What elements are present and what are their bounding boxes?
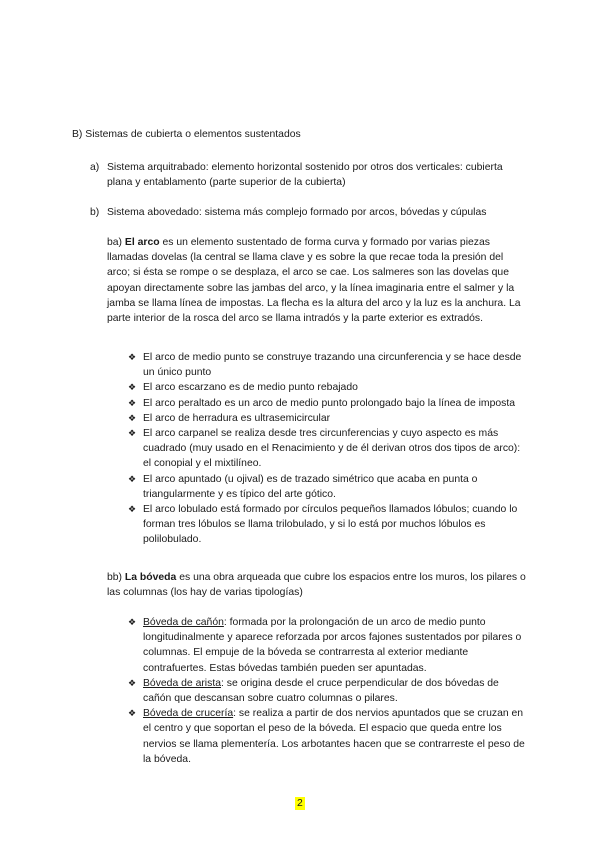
paragraph-term: El arco — [124, 237, 160, 248]
paragraph-text: es una obra arqueada que cubre los espacios entre los muros, los pilares o las columnas (los hay de varias tipologías) — [107, 572, 526, 599]
list-item: ❖ Bóveda de crucería: se realiza a partir de dos nervios apuntados que se cruzan en el centro y que soportan el peso de la bóveda. El espacio que queda entre los nervios se llama plementería. Los arbotantes hacen que se contrarreste el peso de la bóveda. — [128, 708, 525, 765]
diamond-bullet-icon: ❖ — [128, 352, 137, 362]
diamond-bullet-icon: ❖ — [128, 504, 137, 515]
diamond-bullet-icon: ❖ — [128, 428, 137, 439]
diamond-bullet-icon: ❖ — [128, 412, 137, 423]
diamond-bullet-icon: ❖ — [128, 617, 137, 627]
paragraph-prefix: bb) — [107, 572, 123, 583]
section-heading: B) Sistemas de cubierta o elementos sustentados — [72, 129, 301, 140]
paragraph-arco — [107, 235, 527, 326]
list-item-b — [90, 205, 530, 220]
list-item: ❖ El arco de medio punto se construye trazando una circunferencia y se hace desde un único punto — [128, 352, 522, 379]
diamond-bullet-icon: ❖ — [128, 473, 137, 484]
term: Bóveda de arista — [143, 677, 221, 689]
term: Bóveda de cañón — [143, 617, 224, 628]
list-item: ❖ El arco de herradura es ultrasemicircular — [128, 411, 528, 426]
list-item: ❖ Bóveda de arista: se origina desde el cruce perpendicular de dos bóvedas de cañón que descansan sobre cuatro columnas o pilares. — [128, 677, 499, 705]
list-item-a — [90, 160, 530, 190]
term: Bóveda de crucería — [143, 708, 234, 720]
paragraph-boveda — [107, 570, 527, 600]
arco-types-list — [128, 350, 528, 548]
item-label: a) — [90, 162, 100, 173]
paragraph-prefix: ba) — [107, 237, 123, 248]
item-text: Sistema arquitrabado: elemento horizontal sostenido por otros dos verticales: cubierta plana y entablamento (parte superior de la cubierta) — [107, 162, 503, 189]
diamond-bullet-icon: ❖ — [128, 708, 137, 719]
item-text: Sistema abovedado: sistema más complejo formado por arcos, bóvedas y cúpulas — [107, 207, 487, 218]
list-item: ❖ El arco apuntado (u ojival) es de trazado simétrico que acaba en punta o triangularmente y es típico del arte gótico. — [128, 473, 478, 500]
list-item: ❖ El arco escarzano es de medio punto rebajado — [128, 380, 528, 395]
diamond-bullet-icon: ❖ — [128, 397, 137, 408]
item-label: b) — [90, 207, 100, 218]
list-item: ❖ El arco peraltado es un arco de medio punto prolongado bajo la línea de imposta — [128, 396, 528, 411]
list-item: ❖ Bóveda de cañón: formada por la prolongación de un arco de medio punto longitudinalmente y aparece reforzada por arcos fajones sustentados por pilares o columnas. El empuje de la bóveda se contrarresta al exterior mediante contrafuertes. Estas bóvedas también pueden ser apuntadas. — [128, 617, 522, 674]
paragraph-term: La bóveda — [124, 572, 177, 583]
diamond-bullet-icon: ❖ — [128, 382, 137, 393]
paragraph-text: es un elemento sustentado de forma curva y formado por varias piezas llamadas dovelas (la central se llama clave y es sobre la que recae toda la presión del arco; si ésta se rompe o se desplaza, el arco se cae. Los salmeres son las dovelas que apoyan directamente sobre las jambas del arco, y la línea imaginaria entre el salmer y la jamba se llama línea de impostas. La flecha es la altura del arco y la luz es la anchura. La parte interior de la rosca del arco se llama intradós y la parte exterior es extradós. — [107, 237, 521, 325]
page-number: 2 — [297, 798, 303, 809]
list-item: ❖ El arco lobulado está formado por círculos pequeños llamados lóbulos; cuando lo forman tres lóbulos se llama trilobulado, y si lo está por muchos lóbulos es polilobulado. — [128, 504, 518, 546]
diamond-bullet-icon: ❖ — [128, 677, 137, 688]
list-item: ❖ El arco carpanel se realiza desde tres circunferencias y cuyo aspecto es más cuadrado (muy usado en el Renacimiento y de él derivan otros dos tipos de arco): el conopial y el mixtilíneo. — [128, 428, 521, 470]
boveda-types-list — [128, 615, 528, 767]
